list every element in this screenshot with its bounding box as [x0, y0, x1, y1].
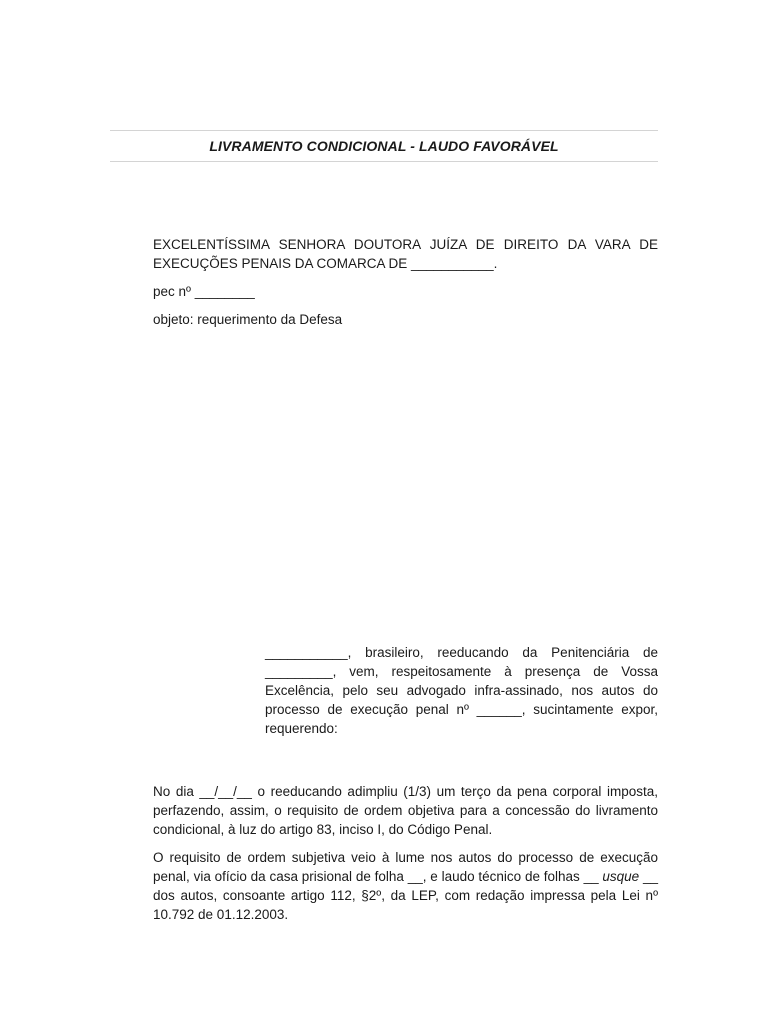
- pec-number-line: pec nº ________: [153, 284, 255, 299]
- address-paragraph: EXCELENTÍSSIMA SENHORA DOUTORA JUÍZA DE DIREITO DA VARA DE EXECUÇÕES PENAIS DA COMARCA DE ___________.: [153, 237, 658, 271]
- fact-paragraph-2-latin-term: usque: [602, 869, 640, 884]
- fact-paragraph-1: No dia __/__/__ o reeducando adimpliu (1/3) um terço da pena corporal imposta, perfazendo, assim, o requisito de ordem objetiva para a concessão do livramento condicional, à luz do artigo 83, inciso I, do Código Penal.: [153, 784, 658, 837]
- title-block: [110, 130, 658, 162]
- fact-paragraph-2: [153, 848, 658, 924]
- fact-paragraph-2-text-a: O requisito de ordem subjetiva veio à lume nos autos do processo de execução penal, via ofício da casa prisional de folha __, e laudo técnico de folhas __: [153, 850, 658, 884]
- objeto-line: objeto: requerimento da Defesa: [153, 312, 343, 327]
- document-title: LIVRAMENTO CONDICIONAL - LAUDO FAVORÁVEL: [209, 138, 559, 154]
- fact-paragraph-2-text-b: __ dos autos, consoante artigo 112, §2º, da LEP, com redação impressa pela Lei nº 10.792 de 01.12.2003.: [153, 869, 658, 922]
- qualification-paragraph: ___________, brasileiro, reeducando da Penitenciária de _________, vem, respeitosamente à presença de Vossa Excelência, pelo seu advogado infra-assinado, nos autos do processo de execução penal nº ______, sucintamente expor, requerendo:: [265, 645, 658, 736]
